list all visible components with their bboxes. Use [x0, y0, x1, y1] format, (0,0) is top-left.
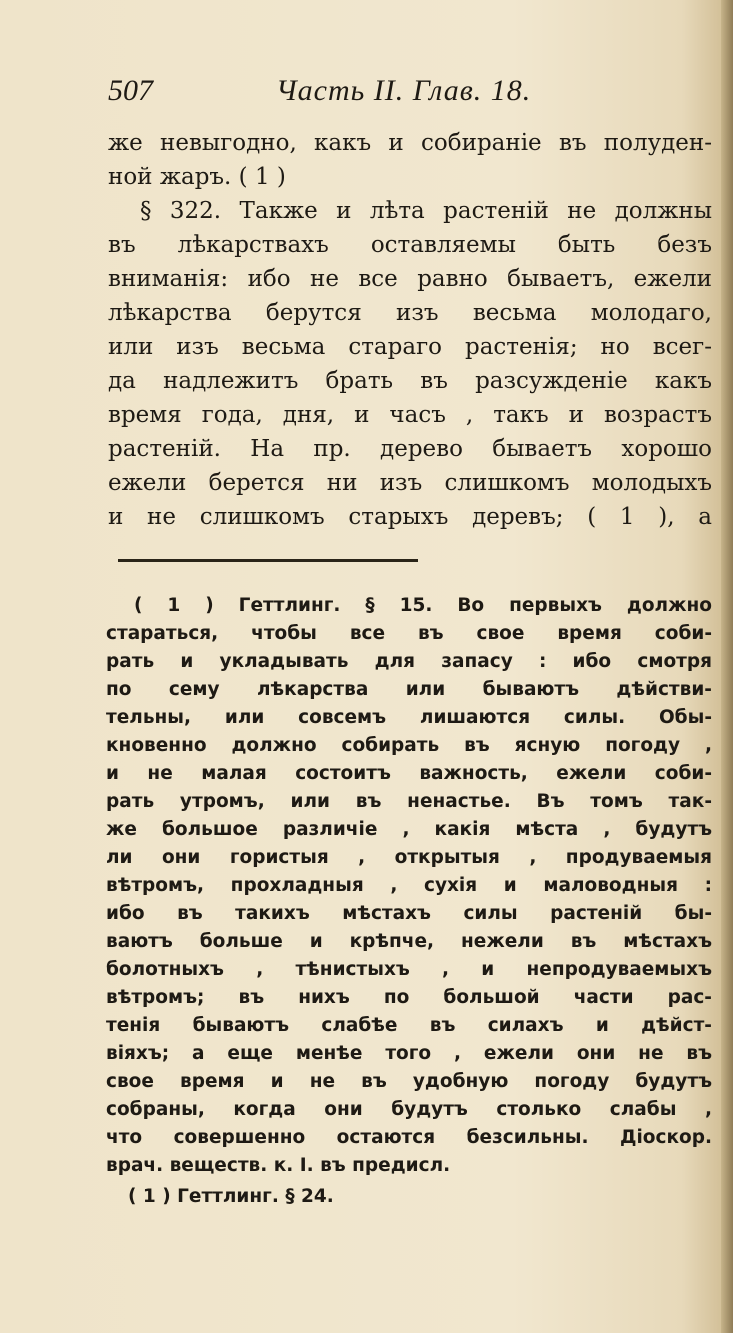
footnote-line: вѣтромъ, прохладныя , сухiя и маловодныя : [106, 875, 712, 896]
footnote-line: и не малая состоитъ важность, ежели соби- [106, 763, 712, 784]
footnote-2: ( 1 ) Геттлинг. § 24. [128, 1186, 334, 1207]
footnote-line: вiяхъ; а еще менѣе того , ежели они не въ [106, 1043, 712, 1064]
text-line: же невыгодно, какъ и собиранiе въ полуден- [108, 130, 712, 156]
footnote-line: тенiя бываютъ слабѣе въ силахъ и дѣйст- [106, 1015, 712, 1036]
footnote-line: болотныхъ , тѣнистыхъ , и непродуваемыхъ [106, 959, 712, 980]
footnote-block [106, 592, 712, 1180]
text-line: ной жаръ. ( 1 ) [108, 164, 286, 190]
text-line: время года, дня, и часъ , такъ и возрастъ [108, 402, 712, 428]
footnote-line: ибо въ такихъ мѣстахъ силы растенiй бы- [106, 903, 712, 924]
footnote-line: по сему лѣкарства или бываютъ дѣйстви- [106, 679, 712, 700]
page-number: 507 [108, 74, 153, 107]
footnote-line: тельны, или совсемъ лишаются силы. Обы- [106, 707, 712, 728]
footnote-line: собраны, когда они будутъ столько слабы , [106, 1099, 712, 1120]
text-line: въ лѣкарствахъ оставляемы быть безъ [108, 232, 712, 258]
running-title: Часть II. Глав. 18. [276, 74, 532, 107]
main-text [108, 126, 712, 534]
text-line: ежели берется ни изъ слишкомъ молодыхъ [108, 470, 712, 496]
text-line: или изъ весьма стараго растенiя; но всег- [108, 334, 712, 360]
text-line: § 322. Также и лѣта растенiй не должны [140, 198, 712, 224]
footnote-line: свое время и не въ удобную погоду будутъ [106, 1071, 712, 1092]
footnote-line: рать утромъ, или въ ненастье. Въ томъ так- [106, 791, 712, 812]
footnote-line: вѣтромъ; въ нихъ по большой части рас- [106, 987, 712, 1008]
footnote-line: рать и укладывать для запасу : ибо смотря [106, 651, 712, 672]
text-line: лѣкарства берутся изъ весьма молодаго, [108, 300, 712, 326]
text-line: вниманiя: ибо не все равно бываетъ, ежели [108, 266, 712, 292]
text-line: растенiй. На пр. дерево бываетъ хорошо [108, 436, 712, 462]
footnote-line: врач. веществ. к. I. въ предисл. [106, 1155, 451, 1176]
page-edge [721, 0, 733, 1333]
footnote-line: ( 1 ) Геттлинг. § 15. Во первыхъ должно [134, 595, 712, 616]
footnote-divider [118, 559, 418, 562]
text-line: и не слишкомъ старыхъ деревъ; ( 1 ), а [108, 504, 712, 530]
footnote-line: кновенно должно собирать въ ясную погоду , [106, 735, 712, 756]
footnote-line: что совершенно остаются безсильны. Дiоскор. [106, 1127, 712, 1148]
footnote-line: же большое различiе , какiя мѣста , будутъ [106, 819, 712, 840]
footnote-line: стараться, чтобы все въ свое время соби- [106, 623, 712, 644]
footnote-line: ли они гористыя , открытыя , продуваемыя [106, 847, 712, 868]
page-header [108, 74, 608, 112]
footnote-line: ваютъ больше и крѣпче, нежели въ мѣстахъ [106, 931, 712, 952]
text-line: да надлежитъ брать въ разсужденiе какъ [108, 368, 712, 394]
